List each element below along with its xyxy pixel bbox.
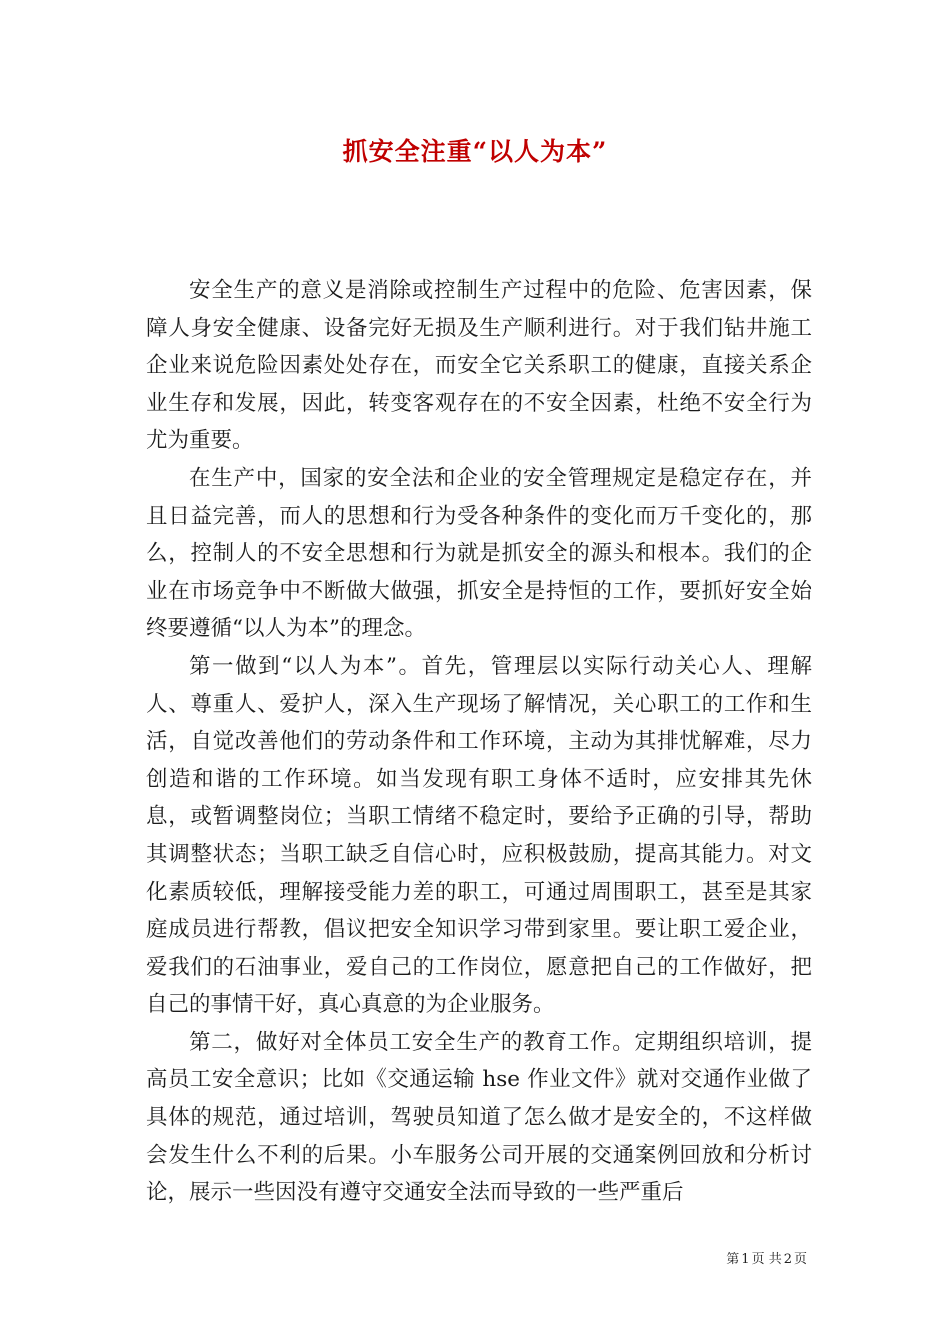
footer-current-page: 1 [741, 1252, 750, 1267]
paragraph-2: 在生产中，国家的安全法和企业的安全管理规定是稳定存在，并且日益完善，而人的思想和行为受各种条件的变化而万千变化的，那么，控制人的不安全思想和行为就是抓安全的源头和根本。我们的企业在市场竞争中不断做大做强，抓安全是持恒的工作，要抓好安全始终要遵循“以人为本”的理念。 [146, 465, 812, 642]
paragraph-3: 第一做到“以人为本”。首先，管理层以实际行动关心人、理解人、尊重人、爱护人，深入生产现场了解情况，关心职工的工作和生活，自觉改善他们的劳动条件和工作环境，主动为其排忧解难，尽力创造和谐的工作环境。如当发现有职工身体不适时，应安排其先休息，或暂调整岗位；当职工情绪不稳定时，要给予正确的引导，帮助其调整状态；当职工缺乏自信心时，应积极鼓励，提高其能力。对文化素质较低，理解接受能力差的职工，可通过周围职工，甚至是其家庭成员进行帮教，倡议把安全知识学习带到家里。要让职工爱企业，爱我们的石油事业，爱自己的工作岗位，愿意把自己的工作做好，把自己的事情干好，真心真意的为企业服务。 [146, 653, 812, 1018]
footer-middle: 页 共 [751, 1252, 782, 1267]
document-body [146, 272, 812, 1212]
page-number-footer [725, 1248, 808, 1267]
paragraph-4: 第二，做好对全体员工安全生产的教育工作。定期组织培训，提高员工安全意识；比如《交通运输 hse 作业文件》就对交通作业做了具体的规范，通过培训，驾驶员知道了怎么做才是安全的，不这样做会发生什么不利的后果。小车服务公司开展的交通案例回放和分析讨论，展示一些因没有遵守交通安全法而导致的一些严重后 [146, 1029, 812, 1206]
footer-prefix: 第 [726, 1252, 740, 1267]
footer-total-pages: 2 [783, 1252, 792, 1267]
footer-suffix: 页 [793, 1252, 807, 1267]
document-title: 抓安全注重“以人为本” [342, 137, 608, 166]
paragraph-1: 安全生产的意义是消除或控制生产过程中的危险、危害因素，保障人身安全健康、设备完好无损及生产顺利进行。对于我们钻井施工企业来说危险因素处处存在，而安全它关系职工的健康，直接关系企业生存和发展，因此，转变客观存在的不安全因素，杜绝不安全行为尤为重要。 [146, 278, 812, 454]
